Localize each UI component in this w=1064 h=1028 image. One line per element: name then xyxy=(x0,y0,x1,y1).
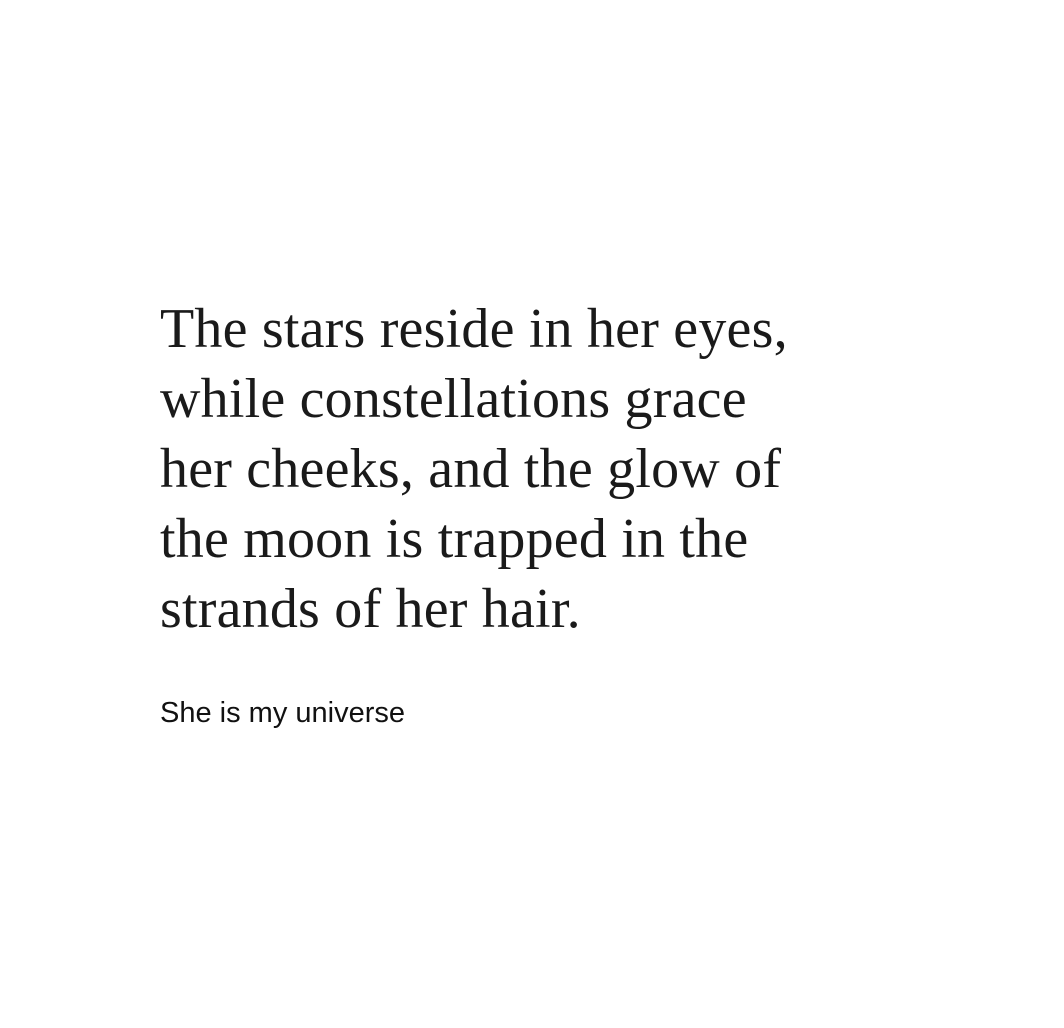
poem-line: her cheeks, and the glow of xyxy=(160,438,782,500)
poem-line: The stars reside in her eyes, xyxy=(160,298,788,360)
poem-text xyxy=(160,294,788,644)
poem-line: the moon is trapped in the xyxy=(160,508,749,570)
poem-line: while constellations grace xyxy=(160,368,747,430)
poem-line: strands of her hair. xyxy=(160,578,581,640)
tagline: She is my universe xyxy=(160,697,405,729)
